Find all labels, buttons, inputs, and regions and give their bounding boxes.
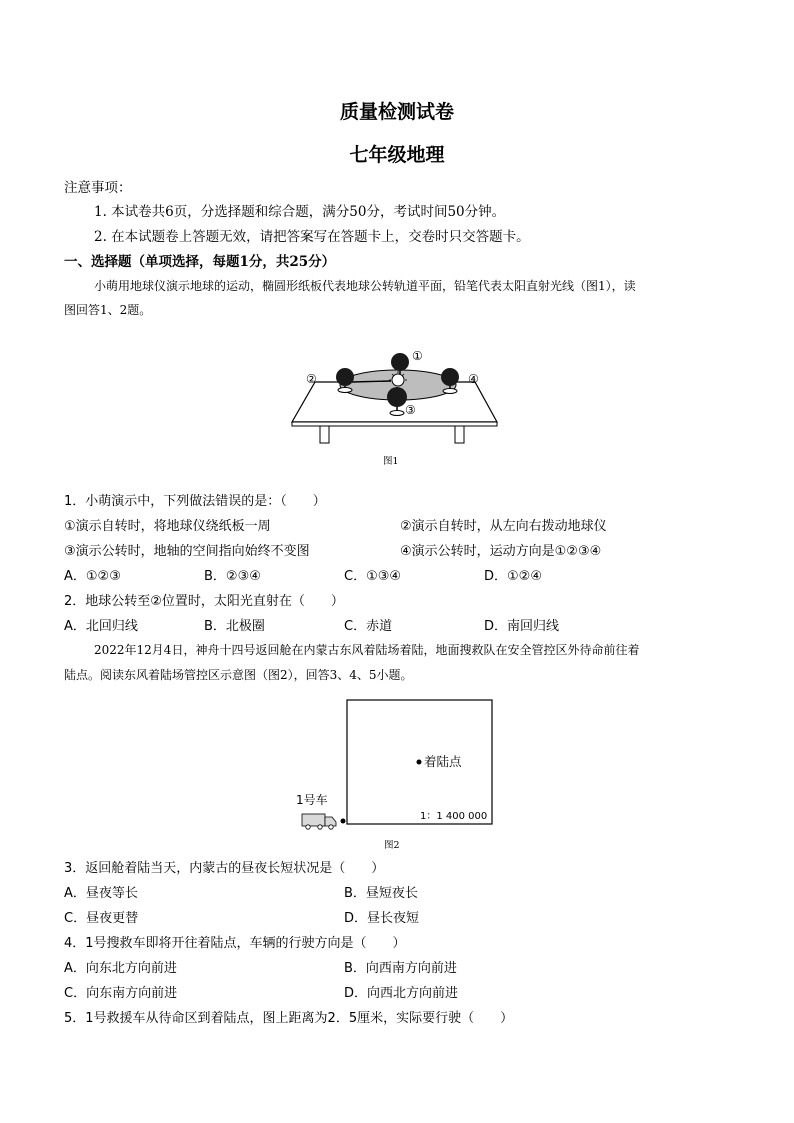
intro-line-2: 图回答1、2题。	[64, 303, 152, 317]
figure-1-label-2: ②	[306, 372, 317, 386]
q2-option-d: D．南回归线	[484, 619, 560, 634]
q4-option-b: B．向西南方向前进	[344, 961, 457, 976]
q2-option-a: A．北回归线	[64, 619, 138, 634]
landing-point-marker	[417, 760, 422, 765]
notes-heading: 注意事项：	[64, 180, 132, 196]
figure-1-label-1: ①	[412, 349, 423, 363]
q1-option-b: B．②③④	[204, 569, 261, 584]
note-item-2: 2. 在本试题卷上答题无效，请把答案写在答题卡上，交卷时只交答题卡。	[94, 229, 530, 245]
landing-point-label: 着陆点	[424, 754, 462, 769]
q4-stem: 4．1号搜救车即将开往着陆点，车辆的行驶方向是（ ）	[64, 936, 406, 951]
q3-option-b: B．昼短夜长	[344, 886, 418, 901]
q4-option-a: A．向东北方向前进	[64, 961, 177, 976]
q4-option-d: D．向西北方向前进	[344, 986, 459, 1001]
truck-icon	[302, 814, 336, 829]
passage-2-line-2: 陆点。阅读东风着陆场管控区示意图（图2），回答3、4、5小题。	[64, 668, 413, 682]
q3-option-c: C．昼夜更替	[64, 911, 139, 926]
q1-option-d: D．①②④	[484, 569, 542, 584]
section-heading: 一、选择题（单项选择，每题1分，共25分）	[64, 254, 336, 270]
figure-1	[290, 342, 505, 447]
car-label: 1号车	[296, 793, 328, 807]
figure-1-caption: 图1	[383, 456, 399, 467]
q2-stem: 2．地球公转至②位置时，太阳光直射在（ ）	[64, 594, 344, 609]
map-scale: 1：1 400 000	[420, 811, 488, 822]
q1-option-a: A．①②③	[64, 569, 121, 584]
figure-1-label-4: ④	[468, 372, 479, 386]
page-title: 质量检测试卷	[339, 101, 454, 123]
q4-option-c: C．向东南方向前进	[64, 986, 178, 1001]
q3-option-a: A．昼夜等长	[64, 886, 138, 901]
intro-line-1: 小萌用地球仪演示地球的运动，椭圆形纸板代表地球公转轨道平面，铅笔代表太阳直射光线（图1），读	[94, 279, 636, 293]
car-position-marker	[341, 819, 346, 824]
q5-stem: 5．1号救援车从待命区到着陆点，图上距离为2．5厘米，实际要行驶（ ）	[64, 1011, 514, 1026]
figure-2-caption: 图2	[384, 840, 400, 851]
q1-statement-1: ①演示自转时，将地球仪绕纸板一周	[64, 519, 271, 534]
passage-2-line-1: 2022年12月4日，神舟十四号返回舱在内蒙古东风着陆场着陆，地面搜救队在安全管控区外待命前往着	[94, 643, 640, 657]
q1-stem: 1．小萌演示中，下列做法错误的是：（ ）	[64, 494, 326, 509]
figure-1-label-3: ③	[405, 403, 416, 417]
q3-option-d: D．昼长夜短	[344, 911, 420, 926]
figure-2	[296, 698, 496, 833]
q2-option-b: B．北极圈	[204, 619, 265, 634]
q1-statement-2: ②演示自转时，从左向右拨动地球仪	[400, 519, 607, 534]
q1-option-c: C．①③④	[344, 569, 402, 584]
note-item-1: 1. 本试卷共6页，分选择题和综合题，满分50分，考试时间50分钟。	[94, 204, 506, 220]
page-subtitle: 七年级地理	[349, 144, 445, 166]
q1-statement-3: ③演示公转时，地轴的空间指向始终不变图	[64, 544, 310, 559]
q1-statement-4: ④演示公转时，运动方向是①②③④	[400, 544, 602, 559]
q2-option-c: C．赤道	[344, 619, 393, 634]
q3-stem: 3．返回舱着陆当天，内蒙古的昼夜长短状况是（ ）	[64, 861, 385, 876]
